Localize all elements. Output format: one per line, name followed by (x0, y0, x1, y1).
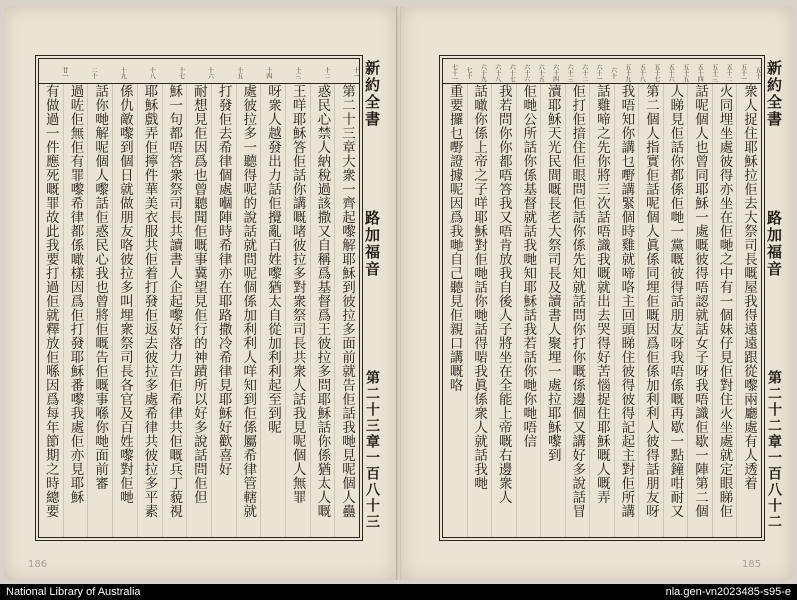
verse-number: 六十三 (566, 63, 574, 82)
library-footer-bar (0, 584, 797, 600)
verse-number: 五十七 (652, 63, 660, 82)
verse-number: 十五 (235, 66, 243, 79)
text-column: 耶穌戲弄佢擰件華美衣服共佢着打發佢返去彼拉多處希律共彼拉多平素 (137, 84, 162, 537)
right-text-columns (443, 84, 761, 537)
verse-number: 六十四 (551, 63, 559, 82)
text-column: 火同埋坐處彼得亦坐在佢哋之中有一個妹仔見佢對住火坐處就定眼睇佢 (712, 84, 737, 537)
right-page-number: 一百八十二 (766, 450, 782, 530)
verse-number: 十四 (264, 66, 272, 79)
verse-number: 廿一 (61, 66, 69, 79)
verse-number: 五十三 (710, 63, 718, 82)
text-column: 係仇敵嚟到個日就做朋友咯彼拉多叫埋衆祭司長各官及百姓嚟對佢哋 (112, 84, 137, 537)
text-column: 第二個人指實佢話呢個人眞係同埋佢嘅因爲佢係加利利人彼得話朋友呀 (638, 84, 663, 537)
text-column: 王咩耶穌答佢話你講嘅啫彼拉多對衆祭司長共衆人話我見呢個人無罪 (285, 84, 310, 537)
verse-number: 六十五 (537, 63, 545, 82)
verse-number: 七十一 (450, 63, 458, 82)
text-column: 呀衆人越發出力話佢攪亂百姓嚟猶太自從加利利起至到呢 (260, 84, 285, 537)
left-page-number: 一百八十三 (364, 450, 380, 530)
text-column: 打發佢去希律個處嗰陣時希律亦在耶路撒冷希律見耶穌好歡喜好 (211, 84, 236, 537)
right-chapter-heading: 第二十二章 (766, 370, 782, 450)
text-column: 話你哋解呢個人嚟話佢惑民心我也曾將佢嘅告佢嘅事喺你哋面前審 (87, 84, 112, 537)
text-column: 耐想見佢因爲也曾聽聞佢嘅事冀望見佢行的神蹟所以好多說話問佢但 (186, 84, 211, 537)
text-column: 瀆耶穌天光民間嘅長老大祭司長及讀書人聚埋一處拉耶穌嚟到 (540, 84, 565, 537)
left-page-stamp: 186 (28, 559, 48, 570)
verse-number: 十九 (119, 66, 127, 79)
right-book-title: 新約全書 (765, 60, 783, 128)
verse-number: 六十二 (580, 63, 588, 82)
verse-number: 五十一 (739, 63, 747, 82)
left-verse-numbers (39, 59, 359, 84)
record-identifier: nla.gen-vn2023485-s95-e (665, 586, 791, 598)
text-column: 人睇見佢話你都係佢哋一黨嘅彼得話朋友呀我唔係嘅再歇一點鐘咁耐又 (663, 84, 688, 537)
text-column: 重要攞乜嘢證據呢因爲我哋自己聽見佢親口講嘅咯 (446, 84, 463, 392)
verse-number: 十三 (293, 66, 301, 79)
text-column: 穌一句都唔答衆祭司長共讀書人企起嚟好落力告佢希律共佢嘅兵丁藐視 (162, 84, 187, 537)
verse-number: 十二 (322, 66, 330, 79)
verse-number: 五十二 (725, 63, 733, 82)
verse-number: 六十 (609, 66, 617, 79)
text-column: 佢打佢揞住佢眼問佢話你係先知就話問你打你嘅係邊個又講好多說話冒 (565, 84, 590, 537)
text-column: 惑民心禁人納稅過該撒又自稱爲基督爲王彼拉多問耶穌話你係猶太人嘅 (310, 84, 335, 537)
text-column: 處彼拉多一聽得呢的說話就問呢個係加利利人咩知到佢係屬希律管轄就 (236, 84, 261, 537)
verse-number: 六十六 (522, 63, 530, 82)
text-column: 有做過一件應死嘅罪故此我要打過佢就釋放佢喺因爲每年節期之時總要 (42, 84, 59, 518)
left-text-frame (38, 58, 360, 538)
verse-number: 六十八 (493, 63, 501, 82)
text-column: 我唔知你講乜嘢講緊個時雞就啼咯主回頭睇住彼得彼得記起主對佢所講 (614, 84, 639, 537)
text-column: 我若問你你都唔答我又唔肯放我自後人子將坐在全能上帝嘅右邊衆人 (491, 84, 516, 537)
verse-number: 六十七 (508, 63, 516, 82)
verse-number: 十一 (352, 66, 359, 79)
verse-number: 五十 (754, 66, 761, 79)
verse-number: 五十六 (667, 63, 675, 82)
text-column: 衆人捉住耶穌拉佢去大祭司長嘅屋我得遠遠跟從嚟兩廳處有人透着 (736, 84, 761, 537)
verse-number: 五十八 (638, 63, 646, 82)
verse-number: 五十四 (696, 63, 704, 82)
verse-number: 十八 (148, 66, 156, 79)
verse-number: 七十 (464, 66, 472, 79)
text-column: 話雞啼之先你將三次話唔識我嘅就出去哭得好苦惱捉住耶穌嘅人嘅弄 (589, 84, 614, 537)
text-column: 第二十三章大衆一齊起嚟解耶穌到彼拉多面前就告佢話我哋見呢個人蠱 (334, 84, 359, 537)
text-column: 過咗佢無佢有罪嚟希律都係噉樣因爲佢打發耶穌番嚟我處佢亦見耶穌 (63, 84, 88, 537)
library-credit: National Library of Australia (6, 586, 141, 598)
text-column: 話噉你係上帝之子咩耶穌對佢哋話你哋話得啱我眞係衆人就話我哋 (467, 84, 492, 537)
verse-number: 二十 (90, 66, 98, 79)
left-book-title: 新約全書 (363, 60, 381, 128)
right-gospel-title: 路加福音 (765, 210, 783, 278)
left-gospel-title: 路加福音 (363, 210, 381, 278)
text-column: 話呢個人也曾同耶穌一處嘅彼得唔認就話女子呀我唔識佢歇一陣第二個 (687, 84, 712, 537)
verse-number: 十六 (206, 66, 214, 79)
right-verse-numbers (443, 59, 761, 84)
left-text-columns (39, 84, 359, 537)
verse-number: 六十一 (595, 63, 603, 82)
left-chapter-heading: 第二十三章 (364, 370, 380, 450)
verse-number: 五十五 (681, 63, 689, 82)
verse-number: 六十九 (479, 63, 487, 82)
right-text-frame (442, 58, 762, 538)
verse-number: 十七 (177, 66, 185, 79)
verse-number: 五十九 (623, 63, 631, 82)
right-page-stamp: 185 (742, 559, 762, 570)
text-column: 佢哋公所話你係基督就話我哋知耶穌話我若話你哋你哋唔信 (516, 84, 541, 537)
